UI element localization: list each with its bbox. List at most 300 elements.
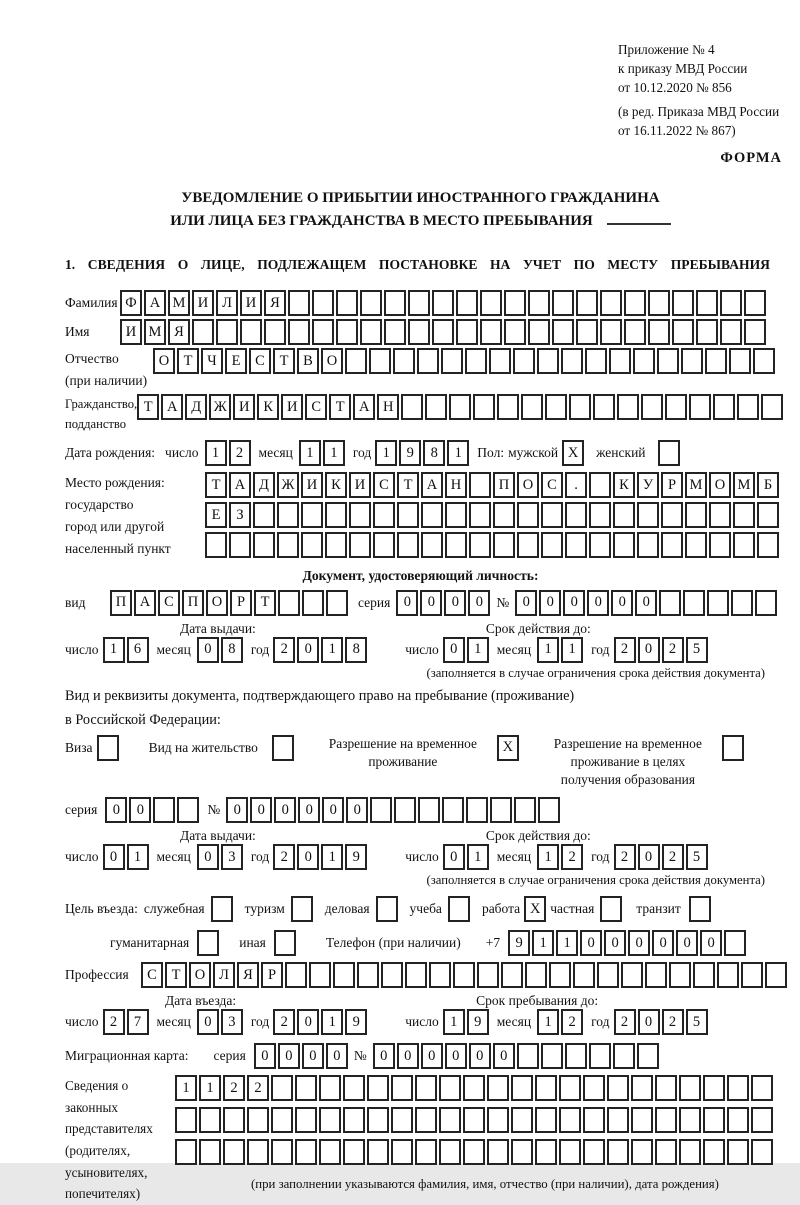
char-cell[interactable]: А <box>229 472 251 498</box>
char-cell[interactable] <box>473 394 495 420</box>
char-cell[interactable] <box>393 348 415 374</box>
char-cell[interactable] <box>439 1107 461 1133</box>
char-cell[interactable] <box>247 1107 269 1133</box>
char-cell[interactable]: С <box>541 472 563 498</box>
char-cell[interactable]: 0 <box>443 637 465 663</box>
char-cell[interactable] <box>669 962 691 988</box>
option-residence-permit-checkbox[interactable] <box>272 735 294 761</box>
char-cell[interactable] <box>672 290 694 316</box>
char-cell[interactable]: 0 <box>676 930 698 956</box>
char-cell[interactable]: С <box>373 472 395 498</box>
char-cell[interactable]: 1 <box>321 1009 343 1035</box>
char-cell[interactable] <box>319 1139 341 1165</box>
char-cell[interactable] <box>657 348 679 374</box>
char-cell[interactable] <box>349 502 371 528</box>
char-cell[interactable] <box>528 290 550 316</box>
char-cell[interactable] <box>325 532 347 558</box>
char-cell[interactable]: 2 <box>662 844 684 870</box>
char-cell[interactable]: 1 <box>321 637 343 663</box>
char-cell[interactable]: 0 <box>302 1043 324 1069</box>
char-cell[interactable] <box>613 1043 635 1069</box>
char-cell[interactable] <box>648 290 670 316</box>
char-cell[interactable] <box>613 502 635 528</box>
char-cell[interactable] <box>439 1139 461 1165</box>
char-cell[interactable] <box>685 502 707 528</box>
char-cell[interactable]: 1 <box>537 1009 559 1035</box>
char-cell[interactable] <box>703 1107 725 1133</box>
char-cell[interactable] <box>565 502 587 528</box>
char-cell[interactable] <box>633 348 655 374</box>
char-cell[interactable] <box>394 797 416 823</box>
char-cell[interactable] <box>271 1139 293 1165</box>
char-cell[interactable] <box>727 1139 749 1165</box>
option-temp-residence-edu-checkbox[interactable] <box>722 735 744 761</box>
char-cell[interactable]: И <box>192 290 214 316</box>
char-cell[interactable] <box>325 502 347 528</box>
char-cell[interactable]: 2 <box>662 1009 684 1035</box>
char-cell[interactable] <box>343 1139 365 1165</box>
char-cell[interactable]: У <box>637 472 659 498</box>
char-cell[interactable]: К <box>325 472 347 498</box>
char-cell[interactable] <box>744 319 766 345</box>
char-cell[interactable]: Д <box>185 394 207 420</box>
char-cell[interactable] <box>349 532 371 558</box>
char-cell[interactable] <box>559 1107 581 1133</box>
char-cell[interactable]: 2 <box>273 1009 295 1035</box>
char-cell[interactable] <box>696 319 718 345</box>
char-cell[interactable]: 7 <box>127 1009 149 1035</box>
char-cell[interactable] <box>514 797 536 823</box>
char-cell[interactable]: С <box>141 962 163 988</box>
char-cell[interactable] <box>624 319 646 345</box>
char-cell[interactable] <box>761 394 783 420</box>
char-cell[interactable] <box>655 1075 677 1101</box>
char-cell[interactable]: Н <box>445 472 467 498</box>
char-cell[interactable] <box>493 502 515 528</box>
char-cell[interactable] <box>429 962 451 988</box>
char-cell[interactable]: Т <box>254 590 276 616</box>
char-cell[interactable] <box>724 930 746 956</box>
char-cell[interactable]: 1 <box>323 440 345 466</box>
char-cell[interactable]: 0 <box>197 637 219 663</box>
char-cell[interactable] <box>415 1075 437 1101</box>
char-cell[interactable] <box>288 290 310 316</box>
char-cell[interactable] <box>489 348 511 374</box>
char-cell[interactable]: 8 <box>345 637 367 663</box>
char-cell[interactable]: 0 <box>638 637 660 663</box>
char-cell[interactable]: К <box>257 394 279 420</box>
char-cell[interactable]: 0 <box>638 844 660 870</box>
char-cell[interactable] <box>477 962 499 988</box>
char-cell[interactable] <box>326 590 348 616</box>
char-cell[interactable] <box>497 394 519 420</box>
char-cell[interactable] <box>367 1107 389 1133</box>
purpose-transit-checkbox[interactable] <box>689 896 711 922</box>
char-cell[interactable]: 2 <box>273 844 295 870</box>
char-cell[interactable] <box>559 1075 581 1101</box>
char-cell[interactable]: Т <box>137 394 159 420</box>
char-cell[interactable]: 0 <box>539 590 561 616</box>
char-cell[interactable] <box>417 348 439 374</box>
char-cell[interactable]: К <box>613 472 635 498</box>
sex-male-checkbox[interactable]: X <box>562 440 584 466</box>
char-cell[interactable] <box>733 532 755 558</box>
char-cell[interactable] <box>357 962 379 988</box>
char-cell[interactable] <box>659 590 681 616</box>
char-cell[interactable]: Б <box>757 472 779 498</box>
char-cell[interactable]: 0 <box>297 1009 319 1035</box>
purpose-tourism-checkbox[interactable] <box>291 896 313 922</box>
char-cell[interactable] <box>583 1107 605 1133</box>
char-cell[interactable] <box>277 502 299 528</box>
char-cell[interactable] <box>501 962 523 988</box>
char-cell[interactable]: Р <box>230 590 252 616</box>
char-cell[interactable] <box>370 797 392 823</box>
char-cell[interactable] <box>480 290 502 316</box>
char-cell[interactable]: М <box>733 472 755 498</box>
char-cell[interactable] <box>288 319 310 345</box>
char-cell[interactable]: 3 <box>221 1009 243 1035</box>
char-cell[interactable] <box>561 348 583 374</box>
char-cell[interactable]: 0 <box>226 797 248 823</box>
char-cell[interactable]: Е <box>225 348 247 374</box>
char-cell[interactable] <box>441 348 463 374</box>
char-cell[interactable] <box>696 290 718 316</box>
char-cell[interactable]: А <box>353 394 375 420</box>
char-cell[interactable]: Я <box>168 319 190 345</box>
char-cell[interactable]: Е <box>205 502 227 528</box>
char-cell[interactable] <box>223 1107 245 1133</box>
char-cell[interactable] <box>360 319 382 345</box>
char-cell[interactable] <box>535 1107 557 1133</box>
char-cell[interactable]: 0 <box>515 590 537 616</box>
char-cell[interactable]: И <box>349 472 371 498</box>
char-cell[interactable] <box>679 1075 701 1101</box>
char-cell[interactable] <box>487 1075 509 1101</box>
char-cell[interactable] <box>528 319 550 345</box>
char-cell[interactable] <box>456 319 478 345</box>
char-cell[interactable] <box>683 590 705 616</box>
char-cell[interactable]: Р <box>261 962 283 988</box>
char-cell[interactable]: И <box>120 319 142 345</box>
char-cell[interactable] <box>153 797 175 823</box>
char-cell[interactable]: 2 <box>614 637 636 663</box>
char-cell[interactable]: 2 <box>561 1009 583 1035</box>
char-cell[interactable] <box>679 1139 701 1165</box>
char-cell[interactable]: М <box>685 472 707 498</box>
char-cell[interactable] <box>229 532 251 558</box>
char-cell[interactable]: 1 <box>443 1009 465 1035</box>
char-cell[interactable]: 0 <box>652 930 674 956</box>
char-cell[interactable]: 1 <box>537 637 559 663</box>
char-cell[interactable] <box>709 502 731 528</box>
char-cell[interactable]: Т <box>273 348 295 374</box>
char-cell[interactable] <box>727 1075 749 1101</box>
char-cell[interactable]: П <box>493 472 515 498</box>
char-cell[interactable]: С <box>305 394 327 420</box>
char-cell[interactable] <box>755 590 777 616</box>
char-cell[interactable]: . <box>565 472 587 498</box>
char-cell[interactable] <box>679 1107 701 1133</box>
char-cell[interactable] <box>421 502 443 528</box>
char-cell[interactable] <box>655 1107 677 1133</box>
char-cell[interactable]: 0 <box>604 930 626 956</box>
char-cell[interactable]: 0 <box>396 590 418 616</box>
char-cell[interactable]: 6 <box>127 637 149 663</box>
char-cell[interactable] <box>277 532 299 558</box>
char-cell[interactable] <box>264 319 286 345</box>
char-cell[interactable] <box>552 290 574 316</box>
char-cell[interactable] <box>541 502 563 528</box>
char-cell[interactable]: 0 <box>587 590 609 616</box>
char-cell[interactable]: Т <box>397 472 419 498</box>
char-cell[interactable] <box>751 1075 773 1101</box>
char-cell[interactable]: 1 <box>375 440 397 466</box>
char-cell[interactable] <box>607 1139 629 1165</box>
char-cell[interactable]: Я <box>237 962 259 988</box>
char-cell[interactable] <box>493 532 515 558</box>
char-cell[interactable]: 2 <box>247 1075 269 1101</box>
char-cell[interactable] <box>405 962 427 988</box>
char-cell[interactable]: 5 <box>686 844 708 870</box>
char-cell[interactable] <box>463 1139 485 1165</box>
char-cell[interactable]: 0 <box>250 797 272 823</box>
char-cell[interactable]: И <box>301 472 323 498</box>
char-cell[interactable] <box>737 394 759 420</box>
char-cell[interactable] <box>631 1139 653 1165</box>
char-cell[interactable] <box>425 394 447 420</box>
char-cell[interactable]: М <box>144 319 166 345</box>
char-cell[interactable]: 2 <box>223 1075 245 1101</box>
char-cell[interactable] <box>295 1107 317 1133</box>
char-cell[interactable]: 0 <box>278 1043 300 1069</box>
char-cell[interactable]: Р <box>661 472 683 498</box>
char-cell[interactable] <box>432 290 454 316</box>
char-cell[interactable] <box>713 394 735 420</box>
char-cell[interactable] <box>271 1075 293 1101</box>
char-cell[interactable] <box>480 319 502 345</box>
char-cell[interactable] <box>665 394 687 420</box>
char-cell[interactable] <box>312 319 334 345</box>
char-cell[interactable] <box>511 1139 533 1165</box>
char-cell[interactable]: А <box>421 472 443 498</box>
char-cell[interactable] <box>369 348 391 374</box>
char-cell[interactable] <box>597 962 619 988</box>
char-cell[interactable] <box>373 502 395 528</box>
char-cell[interactable] <box>205 532 227 558</box>
char-cell[interactable] <box>415 1107 437 1133</box>
char-cell[interactable]: 1 <box>321 844 343 870</box>
char-cell[interactable] <box>319 1107 341 1133</box>
char-cell[interactable]: 3 <box>221 844 243 870</box>
char-cell[interactable] <box>693 962 715 988</box>
char-cell[interactable]: Т <box>165 962 187 988</box>
char-cell[interactable]: 0 <box>628 930 650 956</box>
char-cell[interactable] <box>720 319 742 345</box>
char-cell[interactable] <box>741 962 763 988</box>
char-cell[interactable] <box>285 962 307 988</box>
char-cell[interactable]: 0 <box>635 590 657 616</box>
char-cell[interactable]: А <box>144 290 166 316</box>
char-cell[interactable]: 0 <box>420 590 442 616</box>
char-cell[interactable] <box>360 290 382 316</box>
char-cell[interactable]: 0 <box>373 1043 395 1069</box>
char-cell[interactable] <box>589 532 611 558</box>
char-cell[interactable] <box>511 1075 533 1101</box>
char-cell[interactable] <box>593 394 615 420</box>
char-cell[interactable]: 0 <box>103 844 125 870</box>
char-cell[interactable] <box>336 319 358 345</box>
char-cell[interactable]: 0 <box>468 590 490 616</box>
char-cell[interactable]: 0 <box>580 930 602 956</box>
char-cell[interactable]: 5 <box>686 1009 708 1035</box>
char-cell[interactable] <box>589 472 611 498</box>
char-cell[interactable]: 0 <box>445 1043 467 1069</box>
char-cell[interactable]: П <box>110 590 132 616</box>
char-cell[interactable] <box>720 290 742 316</box>
char-cell[interactable] <box>621 962 643 988</box>
char-cell[interactable] <box>487 1139 509 1165</box>
char-cell[interactable] <box>278 590 300 616</box>
char-cell[interactable]: З <box>229 502 251 528</box>
char-cell[interactable] <box>661 532 683 558</box>
char-cell[interactable]: 0 <box>563 590 585 616</box>
char-cell[interactable]: С <box>249 348 271 374</box>
char-cell[interactable] <box>345 348 367 374</box>
char-cell[interactable] <box>463 1075 485 1101</box>
char-cell[interactable] <box>576 290 598 316</box>
char-cell[interactable] <box>397 532 419 558</box>
char-cell[interactable] <box>384 290 406 316</box>
char-cell[interactable] <box>465 348 487 374</box>
char-cell[interactable] <box>445 502 467 528</box>
char-cell[interactable] <box>703 1139 725 1165</box>
char-cell[interactable] <box>391 1139 413 1165</box>
char-cell[interactable]: 1 <box>175 1075 197 1101</box>
char-cell[interactable]: 0 <box>469 1043 491 1069</box>
char-cell[interactable]: 0 <box>444 590 466 616</box>
char-cell[interactable] <box>559 1139 581 1165</box>
char-cell[interactable] <box>247 1139 269 1165</box>
char-cell[interactable] <box>709 532 731 558</box>
char-cell[interactable] <box>525 962 547 988</box>
char-cell[interactable] <box>199 1107 221 1133</box>
char-cell[interactable]: 0 <box>421 1043 443 1069</box>
char-cell[interactable] <box>689 394 711 420</box>
char-cell[interactable] <box>637 502 659 528</box>
char-cell[interactable]: О <box>517 472 539 498</box>
char-cell[interactable] <box>490 797 512 823</box>
char-cell[interactable]: 0 <box>274 797 296 823</box>
char-cell[interactable] <box>408 319 430 345</box>
char-cell[interactable] <box>589 1043 611 1069</box>
char-cell[interactable]: Л <box>216 290 238 316</box>
char-cell[interactable] <box>617 394 639 420</box>
char-cell[interactable] <box>757 502 779 528</box>
char-cell[interactable] <box>631 1107 653 1133</box>
char-cell[interactable] <box>253 502 275 528</box>
char-cell[interactable] <box>295 1139 317 1165</box>
char-cell[interactable] <box>333 962 355 988</box>
char-cell[interactable] <box>397 502 419 528</box>
char-cell[interactable]: 1 <box>532 930 554 956</box>
char-cell[interactable] <box>744 290 766 316</box>
char-cell[interactable] <box>302 590 324 616</box>
char-cell[interactable]: Д <box>253 472 275 498</box>
char-cell[interactable]: М <box>168 290 190 316</box>
char-cell[interactable] <box>631 1075 653 1101</box>
char-cell[interactable] <box>573 962 595 988</box>
char-cell[interactable] <box>511 1107 533 1133</box>
char-cell[interactable] <box>753 348 775 374</box>
char-cell[interactable] <box>538 797 560 823</box>
char-cell[interactable] <box>466 797 488 823</box>
char-cell[interactable]: 0 <box>254 1043 276 1069</box>
char-cell[interactable]: О <box>206 590 228 616</box>
char-cell[interactable] <box>453 962 475 988</box>
char-cell[interactable] <box>367 1139 389 1165</box>
char-cell[interactable]: 1 <box>205 440 227 466</box>
char-cell[interactable] <box>343 1075 365 1101</box>
char-cell[interactable] <box>751 1107 773 1133</box>
char-cell[interactable]: 9 <box>508 930 530 956</box>
char-cell[interactable]: 9 <box>345 844 367 870</box>
char-cell[interactable] <box>469 502 491 528</box>
char-cell[interactable] <box>517 532 539 558</box>
char-cell[interactable] <box>648 319 670 345</box>
char-cell[interactable]: 0 <box>197 1009 219 1035</box>
char-cell[interactable] <box>391 1075 413 1101</box>
char-cell[interactable] <box>641 394 663 420</box>
char-cell[interactable]: Т <box>329 394 351 420</box>
char-cell[interactable]: Ч <box>201 348 223 374</box>
char-cell[interactable]: И <box>240 290 262 316</box>
char-cell[interactable] <box>600 290 622 316</box>
char-cell[interactable] <box>240 319 262 345</box>
purpose-business-checkbox[interactable] <box>376 896 398 922</box>
char-cell[interactable]: 0 <box>105 797 127 823</box>
char-cell[interactable]: 5 <box>686 637 708 663</box>
char-cell[interactable]: 1 <box>467 844 489 870</box>
char-cell[interactable] <box>295 1075 317 1101</box>
char-cell[interactable] <box>381 962 403 988</box>
char-cell[interactable] <box>600 319 622 345</box>
sex-female-checkbox[interactable] <box>658 440 680 466</box>
char-cell[interactable]: 0 <box>298 797 320 823</box>
char-cell[interactable]: 1 <box>447 440 469 466</box>
char-cell[interactable]: 0 <box>197 844 219 870</box>
char-cell[interactable] <box>445 532 467 558</box>
char-cell[interactable]: 0 <box>611 590 633 616</box>
char-cell[interactable] <box>469 472 491 498</box>
option-visa-checkbox[interactable] <box>97 735 119 761</box>
char-cell[interactable] <box>535 1075 557 1101</box>
purpose-work-checkbox[interactable]: X <box>524 896 546 922</box>
char-cell[interactable]: 0 <box>493 1043 515 1069</box>
char-cell[interactable]: 0 <box>397 1043 419 1069</box>
char-cell[interactable] <box>367 1075 389 1101</box>
char-cell[interactable] <box>661 502 683 528</box>
char-cell[interactable] <box>565 1043 587 1069</box>
char-cell[interactable] <box>343 1107 365 1133</box>
char-cell[interactable]: 2 <box>614 1009 636 1035</box>
char-cell[interactable] <box>717 962 739 988</box>
char-cell[interactable]: 0 <box>346 797 368 823</box>
char-cell[interactable] <box>421 532 443 558</box>
char-cell[interactable] <box>655 1139 677 1165</box>
char-cell[interactable]: Ж <box>209 394 231 420</box>
char-cell[interactable] <box>301 502 323 528</box>
